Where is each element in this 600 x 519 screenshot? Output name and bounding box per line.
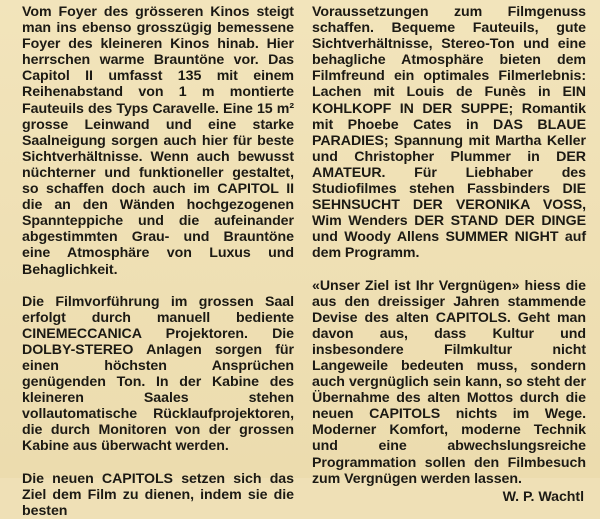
reverse-side-bleed-through: [250, 463, 600, 478]
paragraph-program: Voraussetzungen zum Filmgenuss schaffen. Bequeme Fauteuils, gute Sichtverhältnisse, Stereo-Ton und eine behagliche Atmosphäre bieten dem Filmfreund ein optimales Filmerlebnis: Lachen mit Louis de Funès in EIN KOHLKOPF IN DER SUPPE; Romantik mit Phoebe Cates in DAS BLAUE PARADIES; Spannung mit Martha Keller und Christopher Plummer in DER AMATEUR. Für Liebhaber des Studiofilmes stehen Fassbinders DIE SEHNSUCHT DER VERONIKA VOSS, Wim Wenders DER STAND DER DINGE und Woody Allens SUMMER NIGHT auf dem Programm.: [312, 4, 586, 262]
paragraph-foyer-capitol-ii: Vom Foyer des grösseren Kinos steigt man ins ebenso grosszügig bemessene Foyer des kleineren Kinos hinab. Hier herrschen warme Brauntöne vor. Das Capitol II umfasst 135 mit einem Reihenabstand von 1 m montierte Fauteuils des Typs Caravelle. Eine 15 m² grosse Leinwand und eine starke Saalneigung sorgen auch hier für beste Sichtverhältnisse. Wenn auch bewusst nüchterner und funktioneller gestaltet, so schaffen doch auch im CAPITOL II die an den Wänden hochgezogenen Spannteppiche und die aufeinander abgestimmten Grau- und Brauntöne eine Atmosphäre von Luxus und Behaglichkeit.: [22, 4, 294, 278]
paragraph-projection: Die Filmvorführung im grossen Saal erfolgt durch manuell bediente CINEMECCANICA Projektoren. Die DOLBY-STEREO Anlagen sorgen für einen höchsten Ansprüchen genügenden Ton. In der Kabine des kleineren Saales stehen vollautomatische Rücklaufprojektoren, die durch Monitoren von der grossen Kabine aus überwacht werden.: [22, 293, 294, 455]
article-column-right: [312, 4, 586, 505]
article-column-left: [22, 4, 294, 519]
paragraph-motto: «Unser Ziel ist Ihr Vergnügen» hiess die aus den dreissiger Jahren stammende Devise des alten CAPITOLS. Geht man davon aus, dass Kultur und insbesondere Filmkultur nicht Langeweile bedeuten muss, sondern auch vergnüglich sein kann, so steht der Übernahme des alten Mottos durch die neuen CAPITOLS nichts im Wege. Moderner Komfort, moderne Technik und eine abwechslungsreiche Programmation sollen den Filmbesuch zum Vergnügen werden lassen.: [312, 277, 586, 487]
author-signature: W. P. Wachtl: [502, 488, 584, 505]
paragraph-goal-start: Die neuen CAPITOLS setzen sich das Ziel dem Film zu dienen, indem sie die besten: [22, 470, 294, 519]
